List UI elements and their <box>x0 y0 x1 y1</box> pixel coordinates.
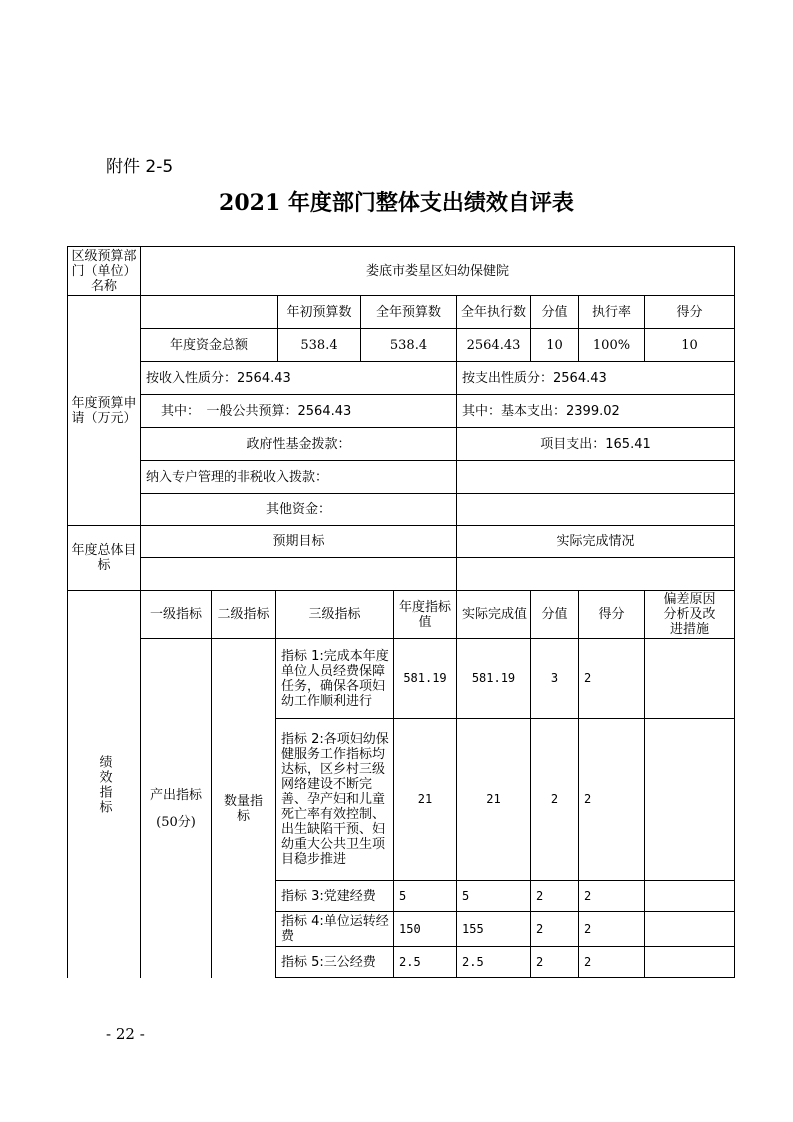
indicator-actual: 5 <box>456 880 531 912</box>
expense-nature: 按支出性质分：2564.43 <box>456 361 735 395</box>
indicator-target: 21 <box>393 718 457 881</box>
budget-section-label: 年度预算申请（万元） <box>67 295 141 526</box>
income-nature: 按收入性质分：2564.43 <box>140 361 457 395</box>
indicator-weight: 2 <box>530 718 579 881</box>
expected-goal-header: 预期目标 <box>140 525 457 558</box>
indicator-weight: 3 <box>530 638 579 719</box>
level1-label: 产出指标 <box>149 787 202 803</box>
perf-header: 三级指标 <box>275 590 394 639</box>
budget-value: 10 <box>644 328 735 362</box>
budget-value: 100% <box>578 328 645 362</box>
indicator-target: 150 <box>393 911 457 947</box>
indicator-weight: 2 <box>530 946 579 978</box>
budget-value: 10 <box>530 328 579 362</box>
actual-goal-header: 实际完成情况 <box>456 525 735 558</box>
project-expense: 项目支出：165.41 <box>456 427 735 461</box>
indicator-note <box>644 946 735 978</box>
indicator-name: 指标 1:完成本年度单位人员经费保障任务，确保各项妇幼工作顺利进行 <box>275 638 394 719</box>
budget-header: 得分 <box>644 295 735 329</box>
indicator-weight: 2 <box>530 911 579 947</box>
indicator-target: 2.5 <box>393 946 457 978</box>
unit-label: 区级预算部门（单位）名称 <box>67 246 141 296</box>
indicator-note <box>644 718 735 881</box>
perf-label-text: 绩效指标 <box>96 754 112 815</box>
level1-score: (50分) <box>156 814 196 830</box>
indicator-name: 指标 2:各项妇幼保健服务工作指标均达标，区乡村三级网络建设不断完善、孕产妇和儿童死亡率有效控制、出生缺陷干预、妇幼重大公共卫生项目稳步推进 <box>275 718 394 881</box>
perf-header: 得分 <box>578 590 645 639</box>
perf-header: 年度指标值 <box>393 590 457 639</box>
actual-goal-value <box>456 557 735 591</box>
page-number: - 22 - <box>106 1025 145 1043</box>
gov-fund: 政府性基金拨款： <box>140 427 457 461</box>
indicator-note <box>644 911 735 947</box>
perf-header: 分值 <box>530 590 579 639</box>
indicator-score: 2 <box>578 911 645 947</box>
budget-header: 全年预算数 <box>360 295 457 329</box>
budget-header: 全年执行数 <box>456 295 531 329</box>
indicator-name: 指标 3:党建经费 <box>275 880 394 912</box>
indicator-target: 5 <box>393 880 457 912</box>
budget-header: 分值 <box>530 295 579 329</box>
perf-header: 二级指标 <box>211 590 276 639</box>
indicator-actual: 581.19 <box>456 638 531 719</box>
other-funds-value <box>456 493 735 526</box>
document-title: 2021 年度部门整体支出绩效自评表 <box>219 190 574 216</box>
level2-label: 数量指标 <box>211 638 276 978</box>
perf-label <box>67 590 141 978</box>
indicator-target: 581.19 <box>393 638 457 719</box>
indicator-name: 指标 4:单位运转经费 <box>275 911 394 947</box>
perf-header: 一级指标 <box>140 590 212 639</box>
indicator-score: 2 <box>578 946 645 978</box>
perf-header: 实际完成值 <box>456 590 531 639</box>
goals-label: 年度总体目标 <box>67 525 141 591</box>
non-tax: 纳入专户管理的非税收入拨款： <box>140 460 457 494</box>
budget-value: 538.4 <box>277 328 361 362</box>
general-budget: 其中： 一般公共预算：2564.43 <box>140 394 457 428</box>
indicator-weight: 2 <box>530 880 579 912</box>
indicator-score: 2 <box>578 638 645 719</box>
indicator-actual: 21 <box>456 718 531 881</box>
unit-value: 娄底市娄星区妇幼保健院 <box>140 246 735 296</box>
basic-expense: 其中：基本支出：2399.02 <box>456 394 735 428</box>
indicator-actual: 2.5 <box>456 946 531 978</box>
budget-value: 2564.43 <box>456 328 531 362</box>
level1-cell <box>140 638 212 978</box>
other-funds: 其他资金： <box>140 493 457 526</box>
indicator-score: 2 <box>578 718 645 881</box>
indicator-note <box>644 880 735 912</box>
indicator-actual: 155 <box>456 911 531 947</box>
budget-header-blank <box>140 295 278 329</box>
non-tax-value <box>456 460 735 494</box>
budget-row-label: 年度资金总额 <box>140 328 278 362</box>
indicator-note <box>644 638 735 719</box>
budget-value: 538.4 <box>360 328 457 362</box>
perf-header: 偏差原因分析及改进措施 <box>644 590 735 639</box>
expected-goal-value <box>140 557 457 591</box>
attachment-label: 附件 2-5 <box>106 157 174 177</box>
indicator-score: 2 <box>578 880 645 912</box>
budget-header: 执行率 <box>578 295 645 329</box>
indicator-name: 指标 5:三公经费 <box>275 946 394 978</box>
budget-header: 年初预算数 <box>277 295 361 329</box>
